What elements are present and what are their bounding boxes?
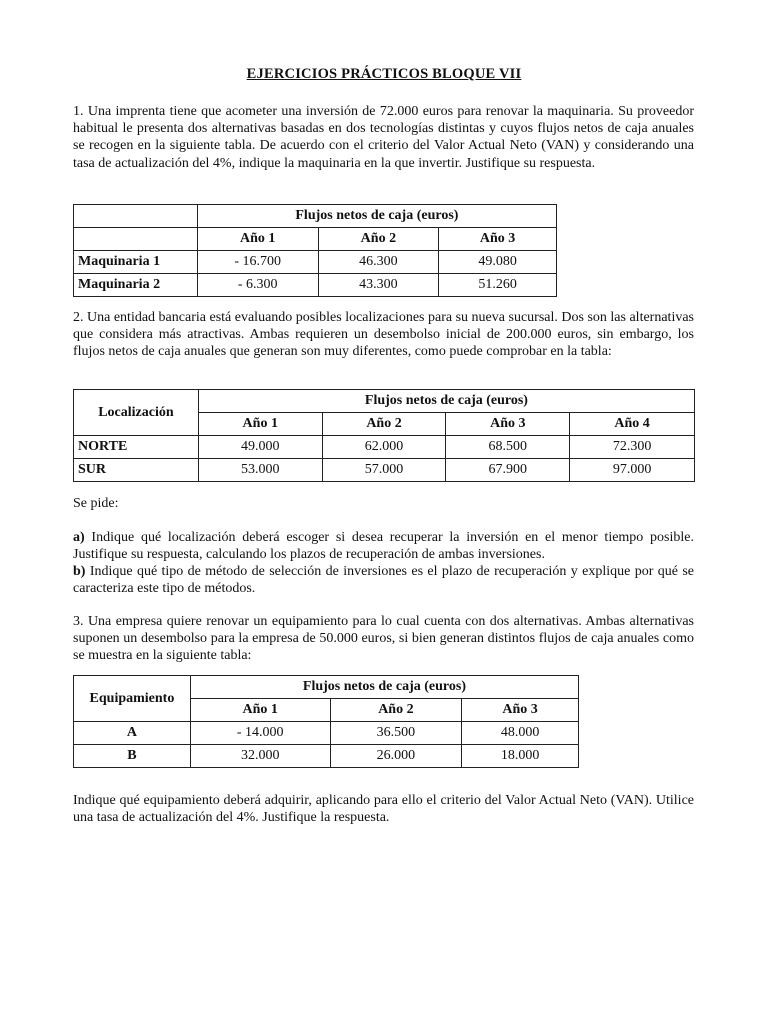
table-cell: 26.000 [330,745,462,768]
table-column-header: Año 2 [330,699,462,722]
table-column-header: Año 4 [570,413,695,436]
table-cell: 97.000 [570,459,695,482]
table-cell: - 6.300 [197,274,318,297]
table-row-label: NORTE [74,436,199,459]
exercise-2-statement: 2. Una entidad bancaria está evaluando posibles localizaciones para su nueva sucursal. Dos son las alternativas que considera más atractivas. Ambas requieren un desembolso inicial de 200.000 euros, sin embargo, los flujos netos de caja anuales que generan son muy diferentes, como puede comprobar en la tabla: [73,310,694,360]
table-row-label: A [74,722,191,745]
exercise-3-closing: Indique qué equipamiento deberá adquirir, aplicando para ello el criterio del Valor Actual Neto (VAN). Utilice una tasa de actualización del 4%. Justifique la respuesta. [73,793,694,826]
table-cell: 48.000 [462,722,579,745]
table-corner-header: Localización [74,390,199,436]
table-column-header: Año 1 [198,413,322,436]
table-group-header: Flujos netos de caja (euros) [198,390,694,413]
table-cell: 51.260 [439,274,557,297]
table-cell: 32.000 [190,745,330,768]
table-cell: 62.000 [322,436,446,459]
page-title: EJERCICIOS PRÁCTICOS BLOQUE VII [246,66,522,82]
table-row [74,251,557,274]
table-column-header: Año 1 [190,699,330,722]
table-column-header: Año 2 [318,228,439,251]
table-corner-cell [74,228,198,251]
table-cell: 43.300 [318,274,439,297]
question-b-label: b) [73,564,86,579]
question-b [73,563,694,597]
table-group-header: Flujos netos de caja (euros) [197,205,556,228]
table-corner-cell [74,205,198,228]
table-row [74,722,579,745]
table-cell: 53.000 [198,459,322,482]
table-cell: 49.000 [198,436,322,459]
table-column-header: Año 3 [439,228,557,251]
question-a [73,529,694,563]
exercise-3-table [73,675,579,768]
table-cell: 67.900 [446,459,570,482]
se-pide-label: Se pide: [73,496,119,511]
table-row [74,459,695,482]
table-corner-header: Equipamiento [74,676,191,722]
table-row-label: Maquinaria 1 [74,251,198,274]
table-row-label: B [74,745,191,768]
exercise-1-table [73,204,557,297]
table-column-header: Año 3 [446,413,570,436]
table-row [74,745,579,768]
question-b-text: Indique qué tipo de método de selección de inversiones es el plazo de recuperación y explique por qué se caracteriza este tipo de métodos. [73,564,694,597]
table-cell: 68.500 [446,436,570,459]
table-cell: - 14.000 [190,722,330,745]
table-row [74,436,695,459]
table-cell: 72.300 [570,436,695,459]
table-cell: - 16.700 [197,251,318,274]
table-column-header: Año 1 [197,228,318,251]
table-row-label: Maquinaria 2 [74,274,198,297]
table-cell: 57.000 [322,459,446,482]
exercise-1-statement: 1. Una imprenta tiene que acometer una inversión de 72.000 euros para renovar la maquinaria. Su proveedor habitual le presenta dos alternativas basadas en dos tecnologías distintas y cuyos flujos netos de caja anuales se recogen en la siguiente tabla. De acuerdo con el criterio del Valor Actual Neto (VAN) y considerando una tasa de actualización del 4%, indique la maquinaria en la que invertir. Justifique su respuesta. [73,104,694,171]
table-group-header: Flujos netos de caja (euros) [190,676,578,699]
exercise-3-statement: 3. Una empresa quiere renovar un equipamiento para lo cual cuenta con dos alternativas. Ambas alternativas suponen un desembolso para la empresa de 50.000 euros, si bien generan distintos flujos de caja anuales como se muestra en la siguiente tabla: [73,614,694,664]
table-row-label: SUR [74,459,199,482]
table-cell: 18.000 [462,745,579,768]
table-cell: 46.300 [318,251,439,274]
question-a-text: Indique qué localización deberá escoger si desea recuperar la inversión en el menor tiempo posible. Justifique su respuesta, calculando los plazos de recuperación de ambas inversiones. [73,530,694,563]
question-a-label: a) [73,530,85,545]
table-column-header: Año 3 [462,699,579,722]
table-cell: 36.500 [330,722,462,745]
table-cell: 49.080 [439,251,557,274]
table-column-header: Año 2 [322,413,446,436]
exercise-2-table [73,389,695,482]
table-row [74,274,557,297]
